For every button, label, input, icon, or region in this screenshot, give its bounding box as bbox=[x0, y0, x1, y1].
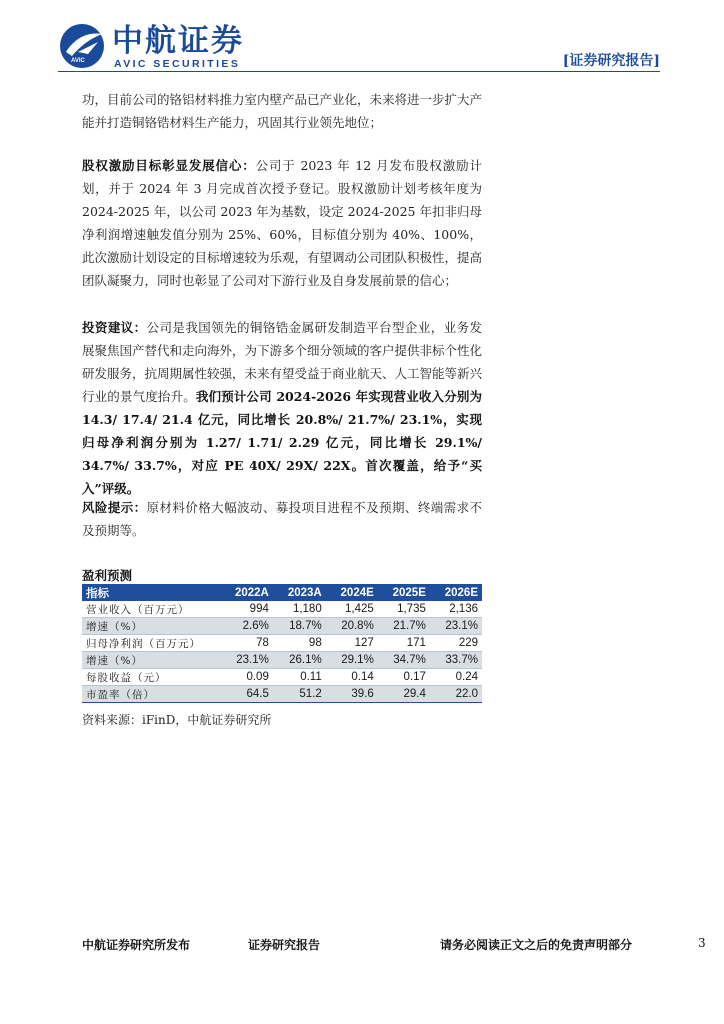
table-cell: 0.14 bbox=[326, 669, 378, 686]
paragraph-equity-incentive bbox=[82, 154, 482, 292]
table-cell: 29.1% bbox=[326, 652, 378, 669]
table-cell: 1,180 bbox=[273, 601, 326, 618]
table-cell: 78 bbox=[220, 635, 273, 652]
table-cell: 归母净利润（百万元） bbox=[82, 635, 220, 652]
table-cell: 229 bbox=[430, 635, 482, 652]
table-cell: 26.1% bbox=[273, 652, 326, 669]
table-cell: 增速（%） bbox=[82, 652, 220, 669]
paragraph-intro-text: 功，目前公司的铬铝材料推力室内壁产品已产业化，未来将进一步扩大产能并打造铜铬锆材料生产能力，巩固其行业领先地位； bbox=[82, 92, 483, 130]
table-cell: 每股收益（元） bbox=[82, 669, 220, 686]
paragraph-intro bbox=[82, 88, 482, 134]
paragraph-risk bbox=[82, 496, 482, 542]
table-cell: 994 bbox=[220, 601, 273, 618]
table-cell: 23.1% bbox=[430, 618, 482, 635]
table-cell: 1,425 bbox=[326, 601, 378, 618]
table-cell: 171 bbox=[378, 635, 430, 652]
table-row bbox=[82, 601, 482, 618]
table-header-cell: 2026E bbox=[430, 584, 482, 601]
table-header-row bbox=[82, 584, 482, 601]
paragraph-risk-body: 原材料价格大幅波动、募投项目进程不及预期、终端需求不及预期等。 bbox=[82, 500, 482, 538]
table-cell: 23.1% bbox=[220, 652, 273, 669]
table-row bbox=[82, 669, 482, 686]
table-row bbox=[82, 686, 482, 703]
table-cell: 39.6 bbox=[326, 686, 378, 703]
table-source-note: 资料来源：iFinD，中航证券研究所 bbox=[82, 713, 272, 727]
table-cell: 0.11 bbox=[273, 669, 326, 686]
table-cell: 20.8% bbox=[326, 618, 378, 635]
logo-badge-text: AVIC bbox=[71, 58, 85, 64]
paragraph-risk-title: 风险提示： bbox=[82, 500, 147, 515]
paragraph-investment-advice-body: 公司是我国领先的铜铬锆金属研发制造平台型企业，业务发展聚焦国产替代和走向海外，为下游多个细分领域的客户提供非标个性化研发服务，抗周期属性较强，未来有望受益于商业航天、人工智能等新兴行业的景气度抬升。 bbox=[82, 320, 483, 404]
footer-report-type: 证券研究报告 bbox=[248, 938, 321, 952]
paragraph-equity-incentive-title: 股权激励目标彰显发展信心： bbox=[82, 158, 256, 173]
paragraph-investment-advice-forecast: 我们预计公司 2024-2026 年实现营业收入分别为 14.3/ 17.4/ 21.4 亿元，同比增长 20.8%/ 21.7%/ 23.1%，实现归母净利润分别为 1.27/ 1.71/ 2.29 亿元，同比增长 29.1%/ 34.7%/ 33.7%，对应 PE 40X/ 29X/ 22X。首次覆盖，给予“买入”评级。 bbox=[82, 389, 482, 496]
footer-publisher: 中航证券研究所发布 bbox=[82, 938, 191, 952]
table-cell: 33.7% bbox=[430, 652, 482, 669]
table-cell: 2.6% bbox=[220, 618, 273, 635]
table-row bbox=[82, 635, 482, 652]
table-cell: 0.09 bbox=[220, 669, 273, 686]
paragraph-investment-advice bbox=[82, 316, 482, 500]
table-cell: 51.2 bbox=[273, 686, 326, 703]
logo-english-name: AVIC SECURITIES bbox=[114, 58, 241, 70]
table-cell: 2,136 bbox=[430, 601, 482, 618]
company-logo bbox=[58, 22, 258, 72]
header-divider bbox=[58, 71, 660, 72]
table-cell: 127 bbox=[326, 635, 378, 652]
table-cell: 市盈率（倍） bbox=[82, 686, 220, 703]
page-number: 3 bbox=[698, 936, 706, 950]
table-cell: 0.24 bbox=[430, 669, 482, 686]
page-header bbox=[0, 0, 724, 80]
avic-logo-icon bbox=[58, 22, 106, 70]
page-footer bbox=[0, 936, 724, 956]
paragraph-equity-incentive-body: 公司于 2023 年 12 月发布股权激励计划，并于 2024 年 3 月完成首次授予登记。股权激励计划考核年度为 2024-2025 年，以公司 2023 年为基数，设定 2024-2025 年扣非归母净利润增速触发值分别为 25%、60%，目标值分别为 40%、100%，此次激励计划设定的目标增速较为乐观，有望调动公司团队积极性，提高团队凝聚力，同时也彰显了公司对下游行业及自身发展前景的信心； bbox=[82, 158, 483, 288]
report-type-label: [证券研究报告] bbox=[562, 53, 660, 69]
table-header-cell: 2023A bbox=[273, 584, 326, 601]
table-cell: 29.4 bbox=[378, 686, 430, 703]
table-cell: 98 bbox=[273, 635, 326, 652]
table-header-cell: 指标 bbox=[82, 584, 220, 601]
paragraph-investment-advice-title: 投资建议： bbox=[82, 320, 147, 335]
table-header-cell: 2025E bbox=[378, 584, 430, 601]
table-cell: 21.7% bbox=[378, 618, 430, 635]
table-cell: 0.17 bbox=[378, 669, 430, 686]
forecast-table bbox=[82, 584, 482, 703]
table-cell: 64.5 bbox=[220, 686, 273, 703]
table-row bbox=[82, 618, 482, 635]
forecast-table-title: 盈利预测 bbox=[82, 568, 133, 583]
table-header-cell: 2024E bbox=[326, 584, 378, 601]
table-cell: 18.7% bbox=[273, 618, 326, 635]
logo-chinese-name: 中航证券 bbox=[112, 23, 244, 59]
table-header-cell: 2022A bbox=[220, 584, 273, 601]
table-cell: 34.7% bbox=[378, 652, 430, 669]
footer-disclaimer: 请务必阅读正文之后的免责声明部分 bbox=[440, 938, 633, 952]
table-cell: 1,735 bbox=[378, 601, 430, 618]
table-cell: 增速（%） bbox=[82, 618, 220, 635]
table-cell: 22.0 bbox=[430, 686, 482, 703]
table-cell: 营业收入（百万元） bbox=[82, 601, 220, 618]
table-row bbox=[82, 652, 482, 669]
